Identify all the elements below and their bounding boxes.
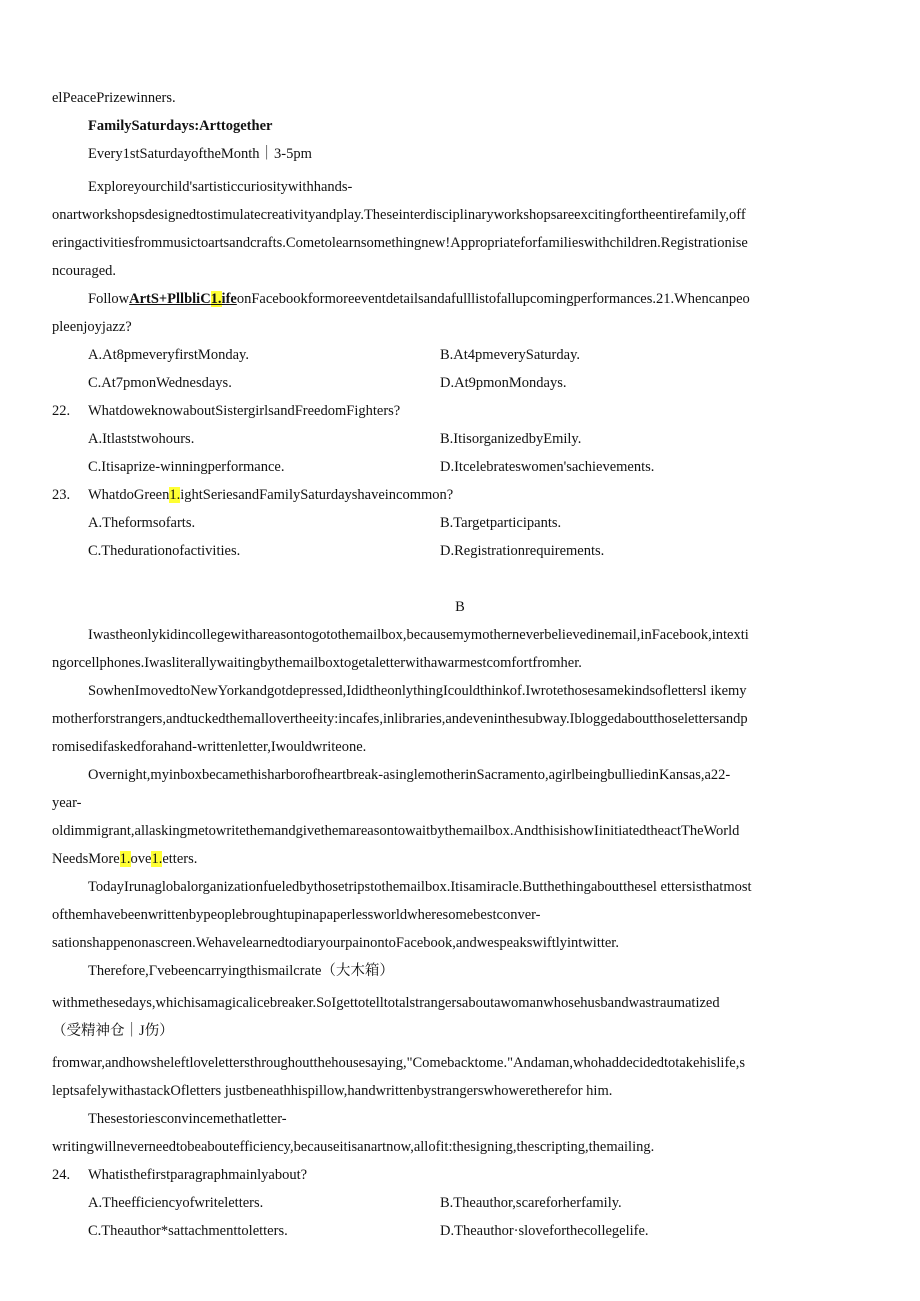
q23-stem-part: WhatdoGreen [88,487,170,503]
q21-option-b: B.At4pmeverySaturday. [440,347,581,363]
q21-option-a: A.At8pmeveryfirstMonday. [88,347,249,363]
family-saturdays-time: Every1stSaturdayoftheMonth｜3-5pm [88,146,312,162]
question-21-stem-cont: pleenjoyjazz? [52,319,132,335]
b-p3-line: Overnight,myinboxbecamethisharborofheartbreak-asinglemotherinSacramento,agirlbeingbulliedinKansas,a22- [88,767,731,783]
text-part: ove [130,851,152,867]
q23-option-a: A.Theformsofarts. [88,515,196,531]
q23-option-c: C.Thedurationofactivities. [88,543,241,559]
q21-option-d: D.At9pmonMondays. [440,375,567,391]
follow-line [88,289,750,309]
q24-number: 24. [52,1167,71,1183]
family-desc-line: Exploreyourchild'sartisticcuriositywithhands- [88,179,353,195]
b-p3-line: oldimmigrant,allaskingmetowritethemandgivethemareasontowaitbythemailbox.AndthisishowIinitiatedtheactTheWorld [52,823,740,839]
b-p1-line: ngorcellphones.Iwasliterallywaitingbythemailboxtogetaletterwithawarmestcomfortfromher. [52,655,582,671]
b-p4-line: TodayIrunaglobalorganizationfueledbythosetripstothemailbox.Itisamiracle.Butthethingaboutthesel ettersisthatmost [88,879,752,895]
q24-option-b: B.Theauthor,scareforherfamily. [440,1195,622,1211]
highlight-mark: 1. [151,851,163,867]
b-p6-line: Thesestoriesconvincemethatletter- [88,1111,287,1127]
text-part: NeedsMore [52,851,120,867]
link-part: ife [221,291,237,307]
b-p2-line: motherforstrangers,andtuckedthemallovertheeity:incafes,inlibraries,andeveninthesubway.Ibloggedaboutthoselettersandp [52,711,748,727]
q24-option-d: D.Theauthor·sloveforthecollegelife. [440,1223,649,1239]
family-desc-line: onartworkshopsdesignedtostimulatecreativityandplay.Theseinterdisciplinaryworkshopsareexcitingfortheentirefamily,off [52,207,746,223]
q23-stem-part: ightSeriesandFamilySaturdayshaveincommon? [180,487,454,503]
b-p3-line [52,849,197,869]
text-part: etters. [162,851,198,867]
q24-option-a: A.Theefficiencyofwriteletters. [88,1195,264,1211]
follow-suffix: onFacebookformoreeventdetailsandafulllistofallupcomingperformances.21.Whencanpeo [236,291,750,307]
highlight-mark: 1. [210,291,222,307]
q22-option-a: A.Itlaststwohours. [88,431,195,447]
link-part: ArtS+PllbliC [129,291,211,307]
q22-option-d: D.Itcelebrateswomen'sachievements. [440,459,655,475]
q24-option-c: C.Theauthor*sattachmenttoletters. [88,1223,288,1239]
b-p4-line: sationshappenonascreen.WehavelearnedtodiaryourpainontoFacebook,andwespeakswiftlyintwitter. [52,935,619,951]
b-p2-line: SowhenImovedtoNewYorkandgotdepressed,IdidtheonlythingIcouldthinkof.Iwrotethosesamekindsoflettersl ikemy [88,683,747,699]
family-desc-line: eringactivitiesfrommusictoartsandcrafts.Cometolearnsomethingnew!Appropriateforfamilieswithchildren.Registrationise [52,235,748,251]
b-p3-line: year- [52,795,82,811]
family-saturdays-title: FamilySaturdays:Arttogether [88,118,273,134]
b-p5-line: fromwar,andhowsheleftlovelettersthroughoutthehousesaying,"Comebacktome."Andaman,whohaddecidedtotakehislife,s [52,1055,745,1071]
q23-option-d: D.Registrationrequirements. [440,543,605,559]
family-desc-line: ncouraged. [52,263,117,279]
q21-option-c: C.At7pmonWednesdays. [88,375,232,391]
q24-stem: Whatisthefirstparagraphmainlyabout? [88,1167,308,1183]
q22-number: 22. [52,403,71,419]
section-heading-b: B [455,599,465,615]
q22-option-b: B.ItisorganizedbyEmily. [440,431,582,447]
follow-prefix: Follow [88,291,130,307]
arts-public-life-link[interactable] [129,291,237,307]
highlight-mark: 1. [119,851,131,867]
q23-stem [88,485,453,505]
q22-option-c: C.Itisaprize-winningperformance. [88,459,285,475]
q23-number: 23. [52,487,71,503]
b-p5-line: Therefore,Γvebeencarryingthismailcrate（大木箱） [88,963,394,979]
b-p6-line: writingwillneverneedtobeaboutefficiency,becauseitisanartnow,allofit:thesigning,thescripting,themailing. [52,1139,655,1155]
b-p5-line: withmethesedays,whichisamagicalicebreaker.SoIgettotelltotalstrangersaboutawomanwhosehusbandwastraumatized [52,995,720,1011]
carryover-line: elPeacePrizewinners. [52,90,176,106]
b-p1-line: Iwastheonlykidincollegewithareasontogotothemailbox,becausemymotherneverbelievedinemail,inFacebook,intexti [88,627,749,643]
b-p4-line: ofthemhavebeenwrittenbypeoplebroughtupinapaperlessworldwheresomebestconver- [52,907,541,923]
b-p5-line: （受精神仓｜J伤） [52,1023,174,1039]
q22-stem: WhatdoweknowaboutSistergirlsandFreedomFighters? [88,403,401,419]
b-p2-line: romisedifaskedforahand-writtenletter,Iwouldwriteone. [52,739,367,755]
b-p5-line: leptsafelywithastackOfletters justbeneathhispillow,handwrittenbystrangerswhoweretherefor him. [52,1083,613,1099]
highlight-mark: 1. [169,487,181,503]
q23-option-b: B.Targetparticipants. [440,515,562,531]
